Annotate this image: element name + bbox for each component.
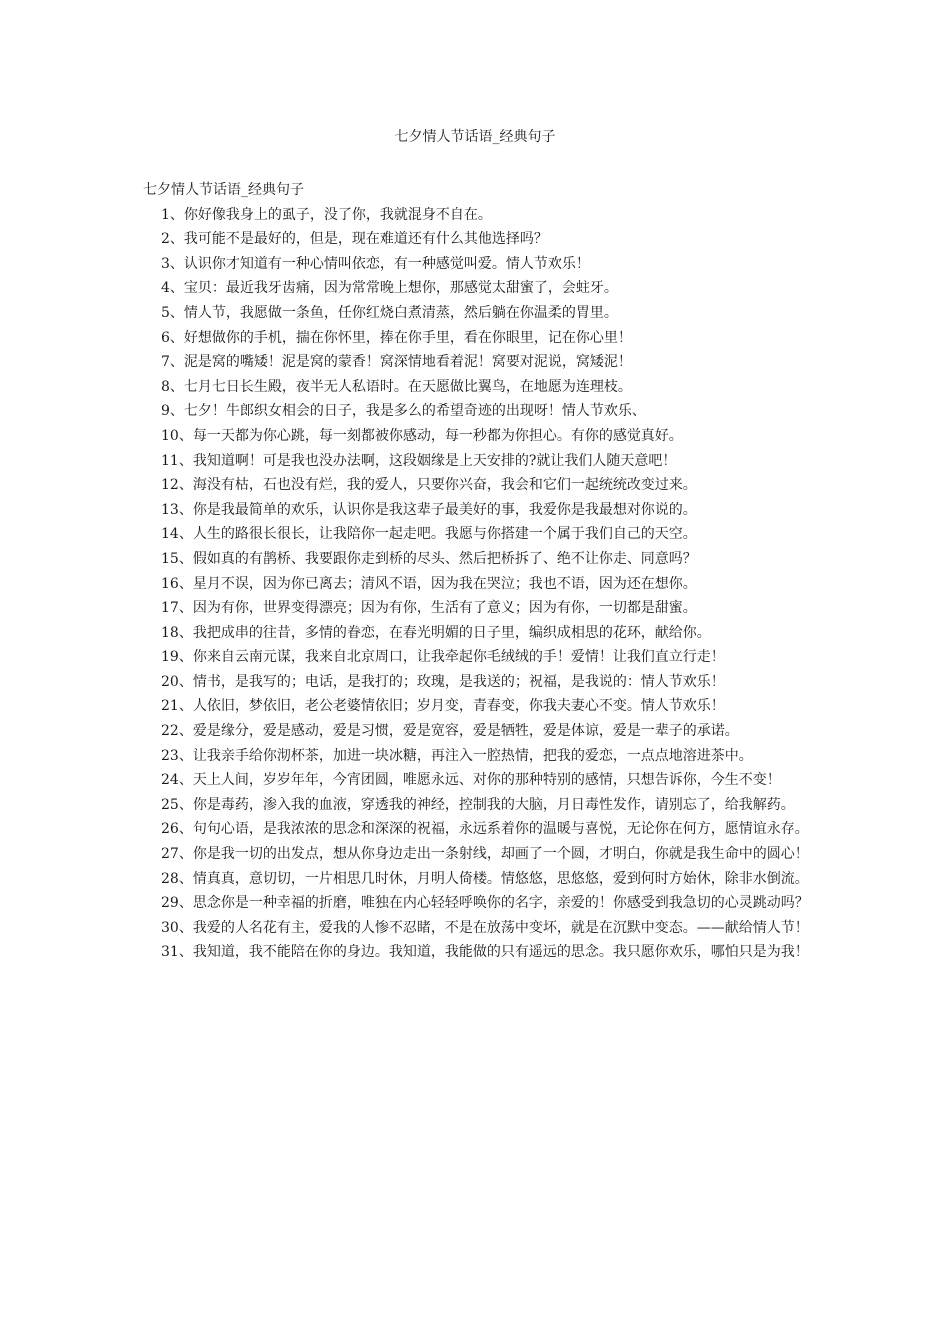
list-item: 9、七夕！牛郎织女相会的日子，我是多么的希望奇迹的出现呀！情人节欢乐、: [161, 403, 646, 420]
list-item: 22、爱是缘分，爱是感动，爱是习惯，爱是宽容，爱是牺牲，爱是体谅，爱是一辈子的承诺。: [161, 723, 739, 740]
list-item: 11、我知道啊！可是我也没办法啊，这段姻缘是上天安排的?就让我们人随天意吧！: [161, 452, 677, 469]
list-item: 14、人生的路很长很长，让我陪你一起走吧。我愿与你搭建一个属于我们自己的天空。: [161, 526, 697, 543]
list-item: 31、我知道，我不能陪在你的身边。我知道，我能做的只有遥远的思念。我只愿你欢乐，哪怕只是为我！: [161, 944, 809, 961]
document-subtitle: 七夕情人节话语_经典句子: [143, 182, 304, 198]
list-item: 2、我可能不是最好的，但是，现在难道还有什么其他选择吗？: [161, 231, 548, 248]
list-item: 17、因为有你，世界变得漂亮；因为有你，生活有了意义；因为有你，一切都是甜蜜。: [161, 600, 697, 617]
list-item: 12、海没有枯，石也没有烂，我的爱人，只要你兴奋，我会和它们一起统统改变过来。: [161, 477, 697, 494]
list-item: 4、宝贝：最近我牙齿痛，因为常常晚上想你，那感觉太甜蜜了，会蛀牙。: [161, 280, 618, 297]
list-item: 27、你是我一切的出发点，想从你身边走出一条射线，却画了一个圆，才明白，你就是我生命中的圆心！: [161, 846, 809, 863]
document-body: [143, 178, 809, 965]
list-item: 30、我爱的人名花有主，爱我的人惨不忍睹，不是在放荡中变坏，就是在沉默中变态。——献给情人节！: [161, 919, 809, 936]
list-item: 3、认识你才知道有一种心情叫依恋，有一种感觉叫爱。情人节欢乐！: [161, 255, 590, 272]
list-item: 6、好想做你的手机，揣在你怀里，捧在你手里，看在你眼里，记在你心里！: [161, 329, 632, 346]
list-item: 29、思念你是一种幸福的折磨，唯独在内心轻轻呼唤你的名字，亲爱的！你感受到我急切的心灵跳动吗？: [161, 895, 809, 912]
list-item: 23、让我亲手给你沏杯茶，加进一块冰糖，再注入一腔热情，把我的爱恋，一点点地溶进茶中。: [161, 747, 753, 764]
list-item: 10、每一天都为你心跳，每一刻都被你感动，每一秒都为你担心。有你的感觉真好。: [161, 427, 683, 444]
list-item: 16、星月不误，因为你已离去；清风不语，因为我在哭泣；我也不语，因为还在想你。: [161, 575, 697, 592]
list-item: 21、人依旧，梦依旧，老公老婆情依旧；岁月变，青春变，你我夫妻心不变。情人节欢乐！: [161, 698, 725, 715]
list-item: 25、你是毒药，渗入我的血液，穿透我的神经，控制我的大脑，月日毒性发作，请别忘了，给我解药。: [161, 796, 795, 813]
list-item: 5、情人节，我愿做一条鱼，任你红烧白煮清蒸，然后躺在你温柔的胃里。: [161, 304, 618, 321]
list-item: 18、我把成串的往昔，多情的眷恋，在春光明媚的日子里，编织成相思的花环，献给你。: [161, 624, 711, 641]
list-item: 8、七月七日长生殿，夜半无人私语时。在天愿做比翼鸟，在地愿为连理枝。: [161, 378, 632, 395]
list-item: 26、句句心语，是我浓浓的思念和深深的祝福，永远系着你的温暖与喜悦，无论你在何方，愿情谊永存。: [161, 821, 809, 838]
list-item: 15、假如真的有鹊桥、我要跟你走到桥的尽头、然后把桥拆了、绝不让你走、同意吗？: [161, 550, 697, 567]
list-item: 1、你好像我身上的虱子，没了你，我就混身不自在。: [161, 206, 492, 223]
list-item: 13、你是我最简单的欢乐，认识你是我这辈子最美好的事，我爱你是我最想对你说的。: [161, 501, 697, 518]
page-title: 七夕情人节话语_经典句子: [394, 129, 556, 145]
list-item: 24、天上人间，岁岁年年，今宵团圆，唯愿永远、对你的那种特别的感情，只想告诉你，今生不变！: [161, 772, 781, 789]
list-item: 19、你来自云南元谋，我来自北京周口，让我牵起你毛绒绒的手！爱情！让我们直立行走！: [161, 649, 725, 666]
list-item: 20、情书，是我写的；电话，是我打的；玫瑰，是我送的；祝福，是我说的：情人节欢乐！: [161, 673, 725, 690]
list-item: 7、泥是窝的嘴矮！泥是窝的蒙香！窝深情地看着泥！窝要对泥说，窝矮泥！: [161, 354, 632, 371]
list-item: 28、情真真，意切切，一片相思几时休，月明人倚楼。情悠悠，思悠悠，爱到何时方始休，除非水倒流。: [161, 870, 809, 887]
